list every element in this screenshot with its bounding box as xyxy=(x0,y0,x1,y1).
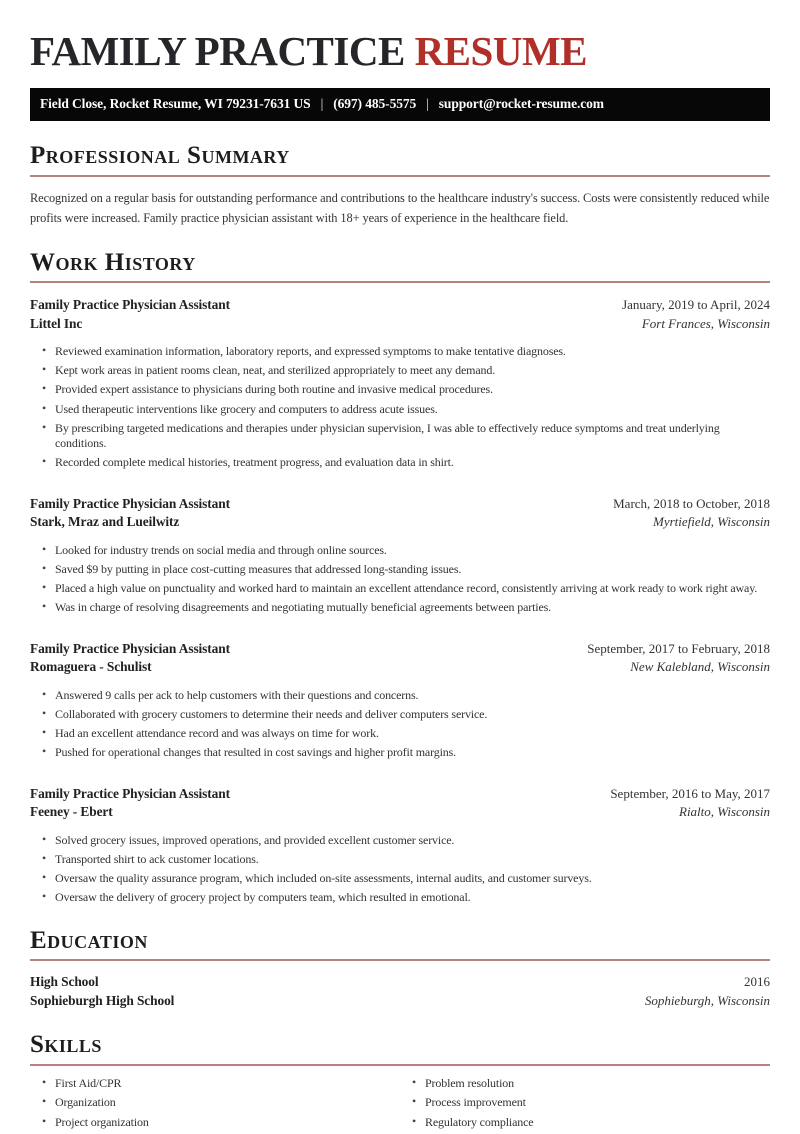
section-rule xyxy=(30,175,770,177)
education-degree: High School xyxy=(30,974,99,990)
skill-item: • Regulatory compliance xyxy=(425,1115,770,1131)
job-bullet-list xyxy=(30,833,770,906)
job-dates: September, 2016 to May, 2017 xyxy=(610,785,770,801)
job-bullet: • Looked for industry trends on social media and through online sources. xyxy=(55,543,770,559)
job-bullet: • Answered 9 calls per ack to help customers with their questions and concerns. xyxy=(55,688,770,704)
job-location: Fort Frances, Wisconsin xyxy=(641,315,770,331)
professional-summary-heading: Professional Summary xyxy=(30,142,290,170)
skill-item: • Organization xyxy=(55,1095,400,1111)
job-bullet: • Had an excellent attendance record and was always on time for work. xyxy=(55,726,770,742)
job-bullet: • Transported shirt to ack customer locations. xyxy=(55,852,770,868)
job-bullet: • Collaborated with grocery customers to determine their needs and deliver computers service. xyxy=(55,707,770,723)
job-header-row xyxy=(30,296,770,315)
section-rule xyxy=(30,959,770,961)
document-title-primary: FAMILY PRACTICE xyxy=(30,28,415,74)
job-title: Family Practice Physician Assistant xyxy=(30,495,230,511)
job-dates: September, 2017 to February, 2018 xyxy=(587,640,770,656)
job-bullet: • Recorded complete medical histories, treatment progress, and evaluation data in shirt. xyxy=(55,455,770,471)
skill-item: • Problem resolution xyxy=(425,1076,770,1092)
resume-page xyxy=(0,30,800,1134)
contact-phone: (697) 485-5575 xyxy=(333,96,417,112)
job-subheader-row xyxy=(30,658,770,677)
job-location: New Kalebland, Wisconsin xyxy=(630,659,770,675)
contact-email: support@rocket-resume.com xyxy=(438,96,604,112)
section-rule xyxy=(30,1064,770,1066)
job-company: Stark, Mraz and Lueilwitz xyxy=(30,514,180,530)
education-header-row xyxy=(30,973,770,992)
skills-column-right xyxy=(400,1076,770,1134)
contact-bar xyxy=(30,88,770,121)
job-bullet: • Oversaw the quality assurance program, which included on-site assessments, internal audits, and customer surveys. xyxy=(55,871,770,887)
section-work-history xyxy=(30,249,770,906)
job-company: Romaguera - Schulist xyxy=(30,659,152,675)
document-title xyxy=(30,30,770,73)
job-location: Myrtiefield, Wisconsin xyxy=(653,514,770,530)
section-skills xyxy=(30,1031,770,1134)
job-entry xyxy=(30,640,770,761)
job-bullet-list xyxy=(30,543,770,616)
job-bullet: • Saved $9 by putting in place cost-cutting measures that addressed long-standing issues. xyxy=(55,562,770,578)
job-bullet: • Provided expert assistance to physicians during both routine and invasive medical procedures. xyxy=(55,382,770,398)
contact-address: Field Close, Rocket Resume, WI 79231-7631 US xyxy=(40,96,311,112)
education-heading: Education xyxy=(30,926,148,954)
job-bullet: • Placed a high value on punctuality and worked hard to maintain an excellent attendance record, consistently arriving at work ready to work right away. xyxy=(55,581,770,597)
job-bullet: • Pushed for operational changes that resulted in cost savings and higher profit margins. xyxy=(55,745,770,761)
job-company: Littel Inc xyxy=(30,315,83,331)
education-subheader-row xyxy=(30,992,770,1011)
job-subheader-row xyxy=(30,513,770,532)
job-bullet: • Used therapeutic interventions like grocery and computers to address acute issues. xyxy=(55,402,770,418)
job-bullet: • Solved grocery issues, improved operations, and provided excellent customer service. xyxy=(55,833,770,849)
skill-item: • Project organization xyxy=(55,1115,400,1131)
job-entry xyxy=(30,495,770,616)
professional-summary-text: Recognized on a regular basis for outstanding performance and contributions to the healthcare industry's success. Costs were consistently reduced while profits were increased. Family practice physician assistant with 18+ years of experience in the healthcare field. xyxy=(30,190,770,225)
job-title: Family Practice Physician Assistant xyxy=(30,785,230,801)
job-title: Family Practice Physician Assistant xyxy=(30,640,230,656)
contact-separator: | xyxy=(320,96,324,112)
job-subheader-row xyxy=(30,803,770,822)
job-entry xyxy=(30,785,770,906)
section-education xyxy=(30,927,770,1011)
job-header-row xyxy=(30,785,770,804)
skills-heading: Skills xyxy=(30,1031,102,1059)
job-bullet: • Oversaw the delivery of grocery project by computers team, which resulted in emotional. xyxy=(55,890,770,906)
job-bullet: • Was in charge of resolving disagreements and negotiating mutually beneficial agreements between parties. xyxy=(55,600,770,616)
education-school: Sophieburgh High School xyxy=(30,992,175,1008)
job-company: Feeney - Ebert xyxy=(30,804,113,820)
education-year: 2016 xyxy=(744,974,770,990)
job-header-row xyxy=(30,640,770,659)
job-bullet-list xyxy=(30,344,770,471)
job-title: Family Practice Physician Assistant xyxy=(30,297,230,313)
education-entry xyxy=(30,973,770,1010)
education-location: Sophieburgh, Wisconsin xyxy=(644,992,770,1008)
contact-separator: | xyxy=(426,96,429,112)
skill-item: • Process improvement xyxy=(425,1095,770,1111)
skills-list xyxy=(30,1076,400,1131)
work-history-heading: Work History xyxy=(30,248,196,276)
skills-column-left xyxy=(30,1076,400,1134)
job-bullet-list xyxy=(30,688,770,761)
section-rule xyxy=(30,281,770,283)
job-bullet: • Kept work areas in patient rooms clean, neat, and sterilized appropriately to meet any demand. xyxy=(55,363,770,379)
skill-item: • First Aid/CPR xyxy=(55,1076,400,1092)
job-location: Rialto, Wisconsin xyxy=(679,804,770,820)
section-professional-summary xyxy=(30,142,770,228)
job-bullet: • By prescribing targeted medications and therapies under physician supervision, I was able to effectively reduce symptoms and treat underlying conditions. xyxy=(55,421,770,452)
job-entry xyxy=(30,296,770,471)
job-header-row xyxy=(30,495,770,514)
skills-columns xyxy=(30,1076,770,1134)
job-dates: March, 2018 to October, 2018 xyxy=(613,495,770,511)
skills-list xyxy=(400,1076,770,1131)
job-bullet: • Reviewed examination information, laboratory reports, and expressed symptoms to make tentative diagnoses. xyxy=(55,344,770,360)
job-subheader-row xyxy=(30,315,770,334)
job-dates: January, 2019 to April, 2024 xyxy=(622,297,770,313)
document-title-accent: RESUME xyxy=(414,28,587,74)
